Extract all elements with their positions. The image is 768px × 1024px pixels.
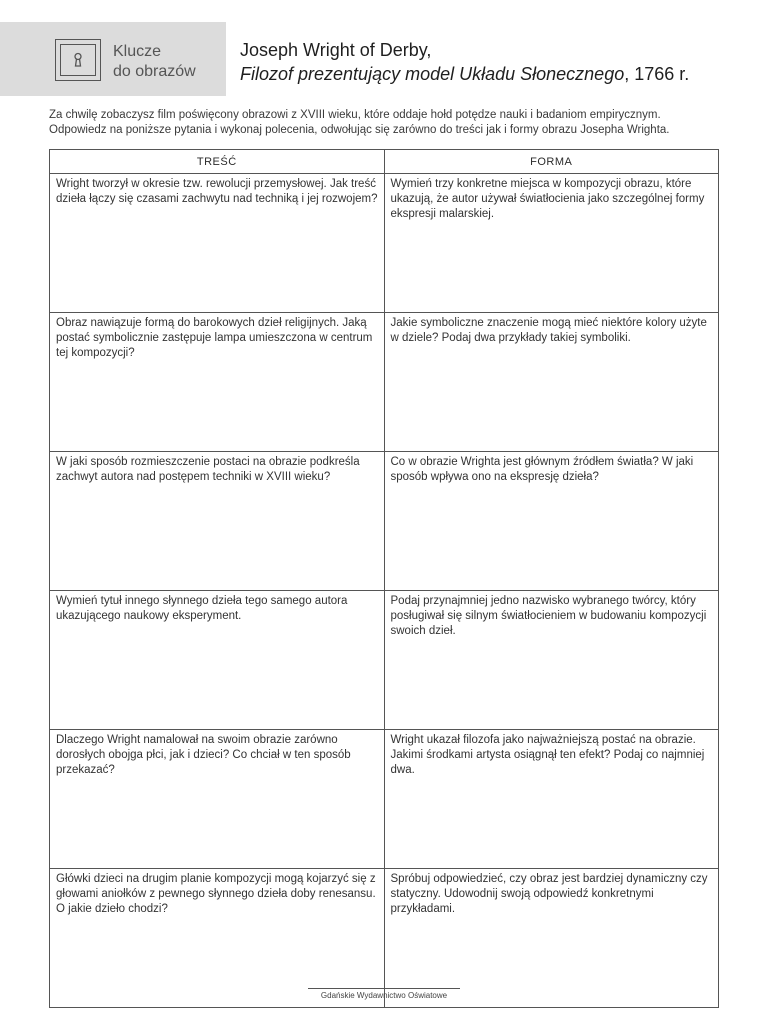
title-artist: Joseph Wright of Derby,: [240, 40, 432, 60]
table-row: [50, 869, 719, 1008]
table-row: [50, 730, 719, 869]
table-row: [50, 591, 719, 730]
question-tresc: Wymień tytuł innego słynnego dzieła tego samego autora ukazującego naukowy eksperyment.: [50, 591, 385, 730]
question-forma: Wright ukazał filozofa jako najważniejszą postać na obrazie. Jakimi środkami artysta osiągnął ten efekt? Podaj co najmniej dwa.: [384, 730, 719, 869]
brand-name: [113, 42, 196, 82]
question-forma: Jakie symboliczne znaczenie mogą mieć niektóre kolory użyte w dziele? Podaj dwa przykłady takiej symboliki.: [384, 313, 719, 452]
question-tresc: Wright tworzył w okresie tzw. rewolucji przemysłowej. Jak treść dzieła łączy się czasami zachwytu nad techniką i jej rozwojem?: [50, 174, 385, 313]
table-header-row: [50, 150, 719, 174]
brand-line-2: do obrazów: [113, 63, 196, 80]
table-row: [50, 313, 719, 452]
title-artwork: Filozof prezentujący model Układu Słonecznego: [240, 64, 625, 84]
intro-line-1: Za chwilę zobaczysz film poświęcony obrazowi z XVIII wieku, które oddaje hołd potędze nauki i badaniom empirycznym.: [49, 109, 661, 121]
question-forma: Podaj przynajmniej jedno nazwisko wybranego twórcy, który posługiwał się silnym światłocieniem w budowaniu kompozycji swoich dzieł.: [384, 591, 719, 730]
question-tresc: Dlaczego Wright namalował na swoim obrazie zarówno dorosłych obojga płci, jak i dzieci? Co chciał w ten sposób przekazać?: [50, 730, 385, 869]
keyhole-frame-icon: [55, 39, 101, 81]
footer-divider: [308, 988, 460, 989]
brand-box: [0, 22, 226, 96]
question-forma: Wymień trzy konkretne miejsca w kompozycji obrazu, które ukazują, że autor używał światłocienia jako szczególnej formy ekspresji malarskiej.: [384, 174, 719, 313]
table-row: [50, 174, 719, 313]
keyhole-icon: [73, 52, 83, 68]
page-title: [240, 38, 760, 86]
question-forma: Spróbuj odpowiedzieć, czy obraz jest bardziej dynamiczny czy statyczny. Udowodnij swoją odpowiedź konkretnymi przykładami.: [384, 869, 719, 1008]
question-tresc: Obraz nawiązuje formą do barokowych dzieł religijnych. Jaką postać symbolicznie zastępuje lampa umieszczona w centrum tej kompozycji?: [50, 313, 385, 452]
question-forma: Co w obrazie Wrighta jest głównym źródłem światła? W jaki sposób wpływa ono na ekspresję dzieła?: [384, 452, 719, 591]
intro-line-2: Odpowiedz na poniższe pytania i wykonaj polecenia, odwołując się zarówno do treści jak i formy obrazu Josepha Wrighta.: [49, 124, 670, 136]
header-forma: FORMA: [384, 150, 719, 174]
table-row: [50, 452, 719, 591]
question-tresc: Główki dzieci na drugim planie kompozycji mogą kojarzyć się z głowami aniołków z pewnego słynnego dzieła doby renesansu. O jakie dzieło chodzi?: [50, 869, 385, 1008]
worksheet-table: [49, 149, 719, 1008]
intro-text: [49, 108, 729, 138]
brand-line-1: Klucze: [113, 43, 162, 60]
question-tresc: W jaki sposób rozmieszczenie postaci na obrazie podkreśla zachwyt autora nad postępem techniki w XVIII wieku?: [50, 452, 385, 591]
header-tresc: TREŚĆ: [50, 150, 385, 174]
publisher-footer: Gdańskie Wydawnictwo Oświatowe: [320, 991, 448, 1000]
title-year: , 1766 r.: [624, 64, 690, 84]
